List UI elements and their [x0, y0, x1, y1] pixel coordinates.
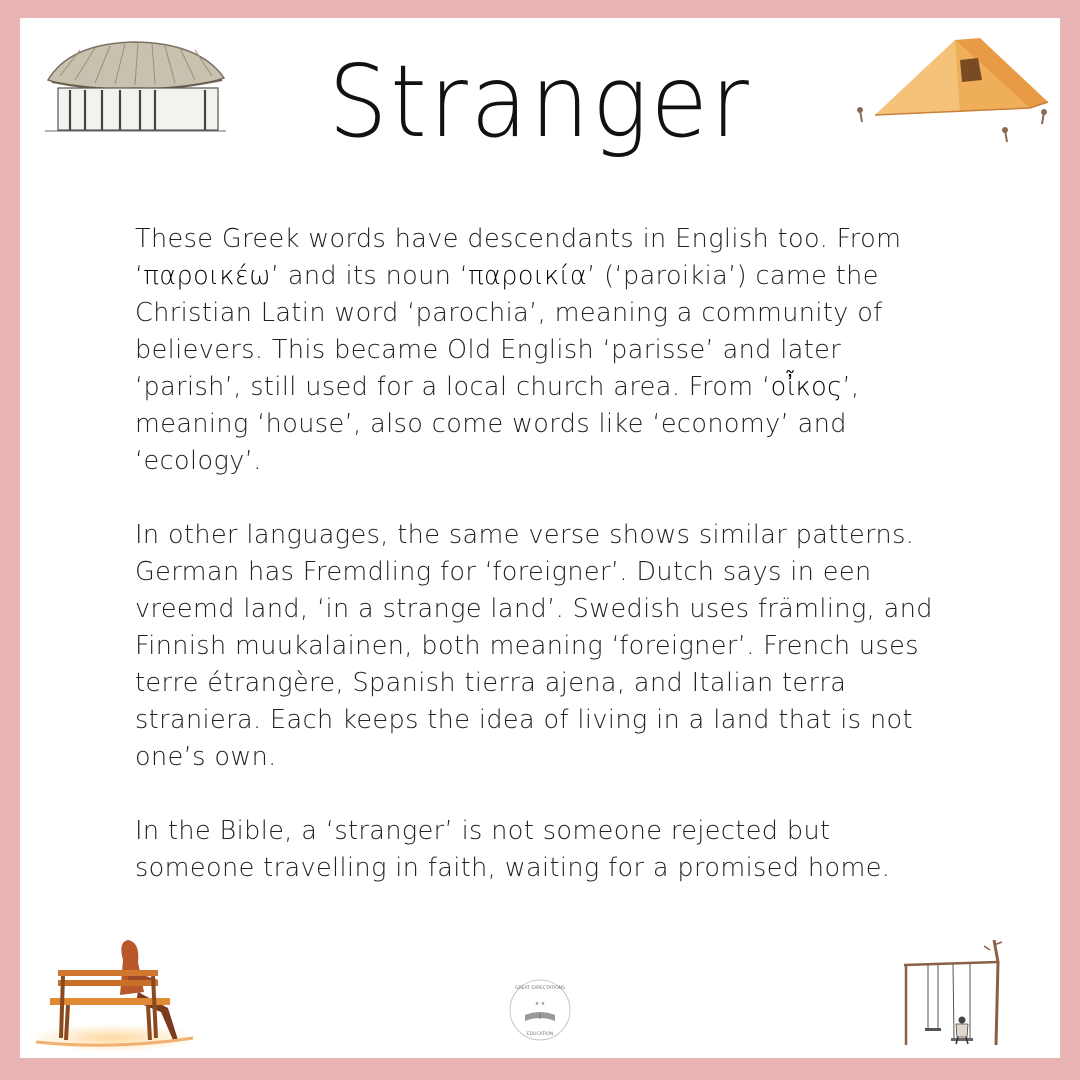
greek-word: οἶκος — [770, 372, 843, 402]
logo-bottom-text: EDUCATION — [526, 1032, 554, 1037]
paragraph-2: In other languages, the same verse shows similar patterns. German has Fremdling for ‘foreigner’. Dutch says in een vreemd land, ‘in a strange land’. Swedish uses främling, and Finnish muukalainen, both meaning ‘foreigner’. French uses terre étrangère, Spanish tierra ajena, and Italian terra straniera. Each keeps the idea of living in a land that is not one’s own. — [135, 520, 933, 772]
swing-icon — [898, 940, 1013, 1050]
article-body — [135, 221, 935, 924]
bench-person-icon — [28, 940, 198, 1055]
paragraph-3: In the Bible, a ‘stranger’ is not someone rejected but someone travelling in faith, waiting for a promised home. — [135, 816, 891, 883]
paragraph-1: These Greek words have descendants in English too. From ‘παροικέω’ and its noun ‘παροικία’ (‘paroikia’) came the Christian Latin word ‘parochia’, meaning a community of believers. This became Old English ‘parisse’ and later ‘parish’, still used for a local church area. From ‘οἶκος’, meaning ‘house’, also come words like ‘economy’ and ‘ecology’. — [135, 224, 902, 476]
svg-text:★ ★: ★ ★ — [534, 1001, 546, 1007]
logo-top-text: GREAT EXPECTATIONS — [515, 986, 565, 991]
page-title: Stranger — [328, 43, 752, 160]
greek-word: παροικία — [468, 261, 588, 291]
logo-icon — [505, 975, 575, 1045]
greek-word: παροικέω — [143, 261, 271, 291]
